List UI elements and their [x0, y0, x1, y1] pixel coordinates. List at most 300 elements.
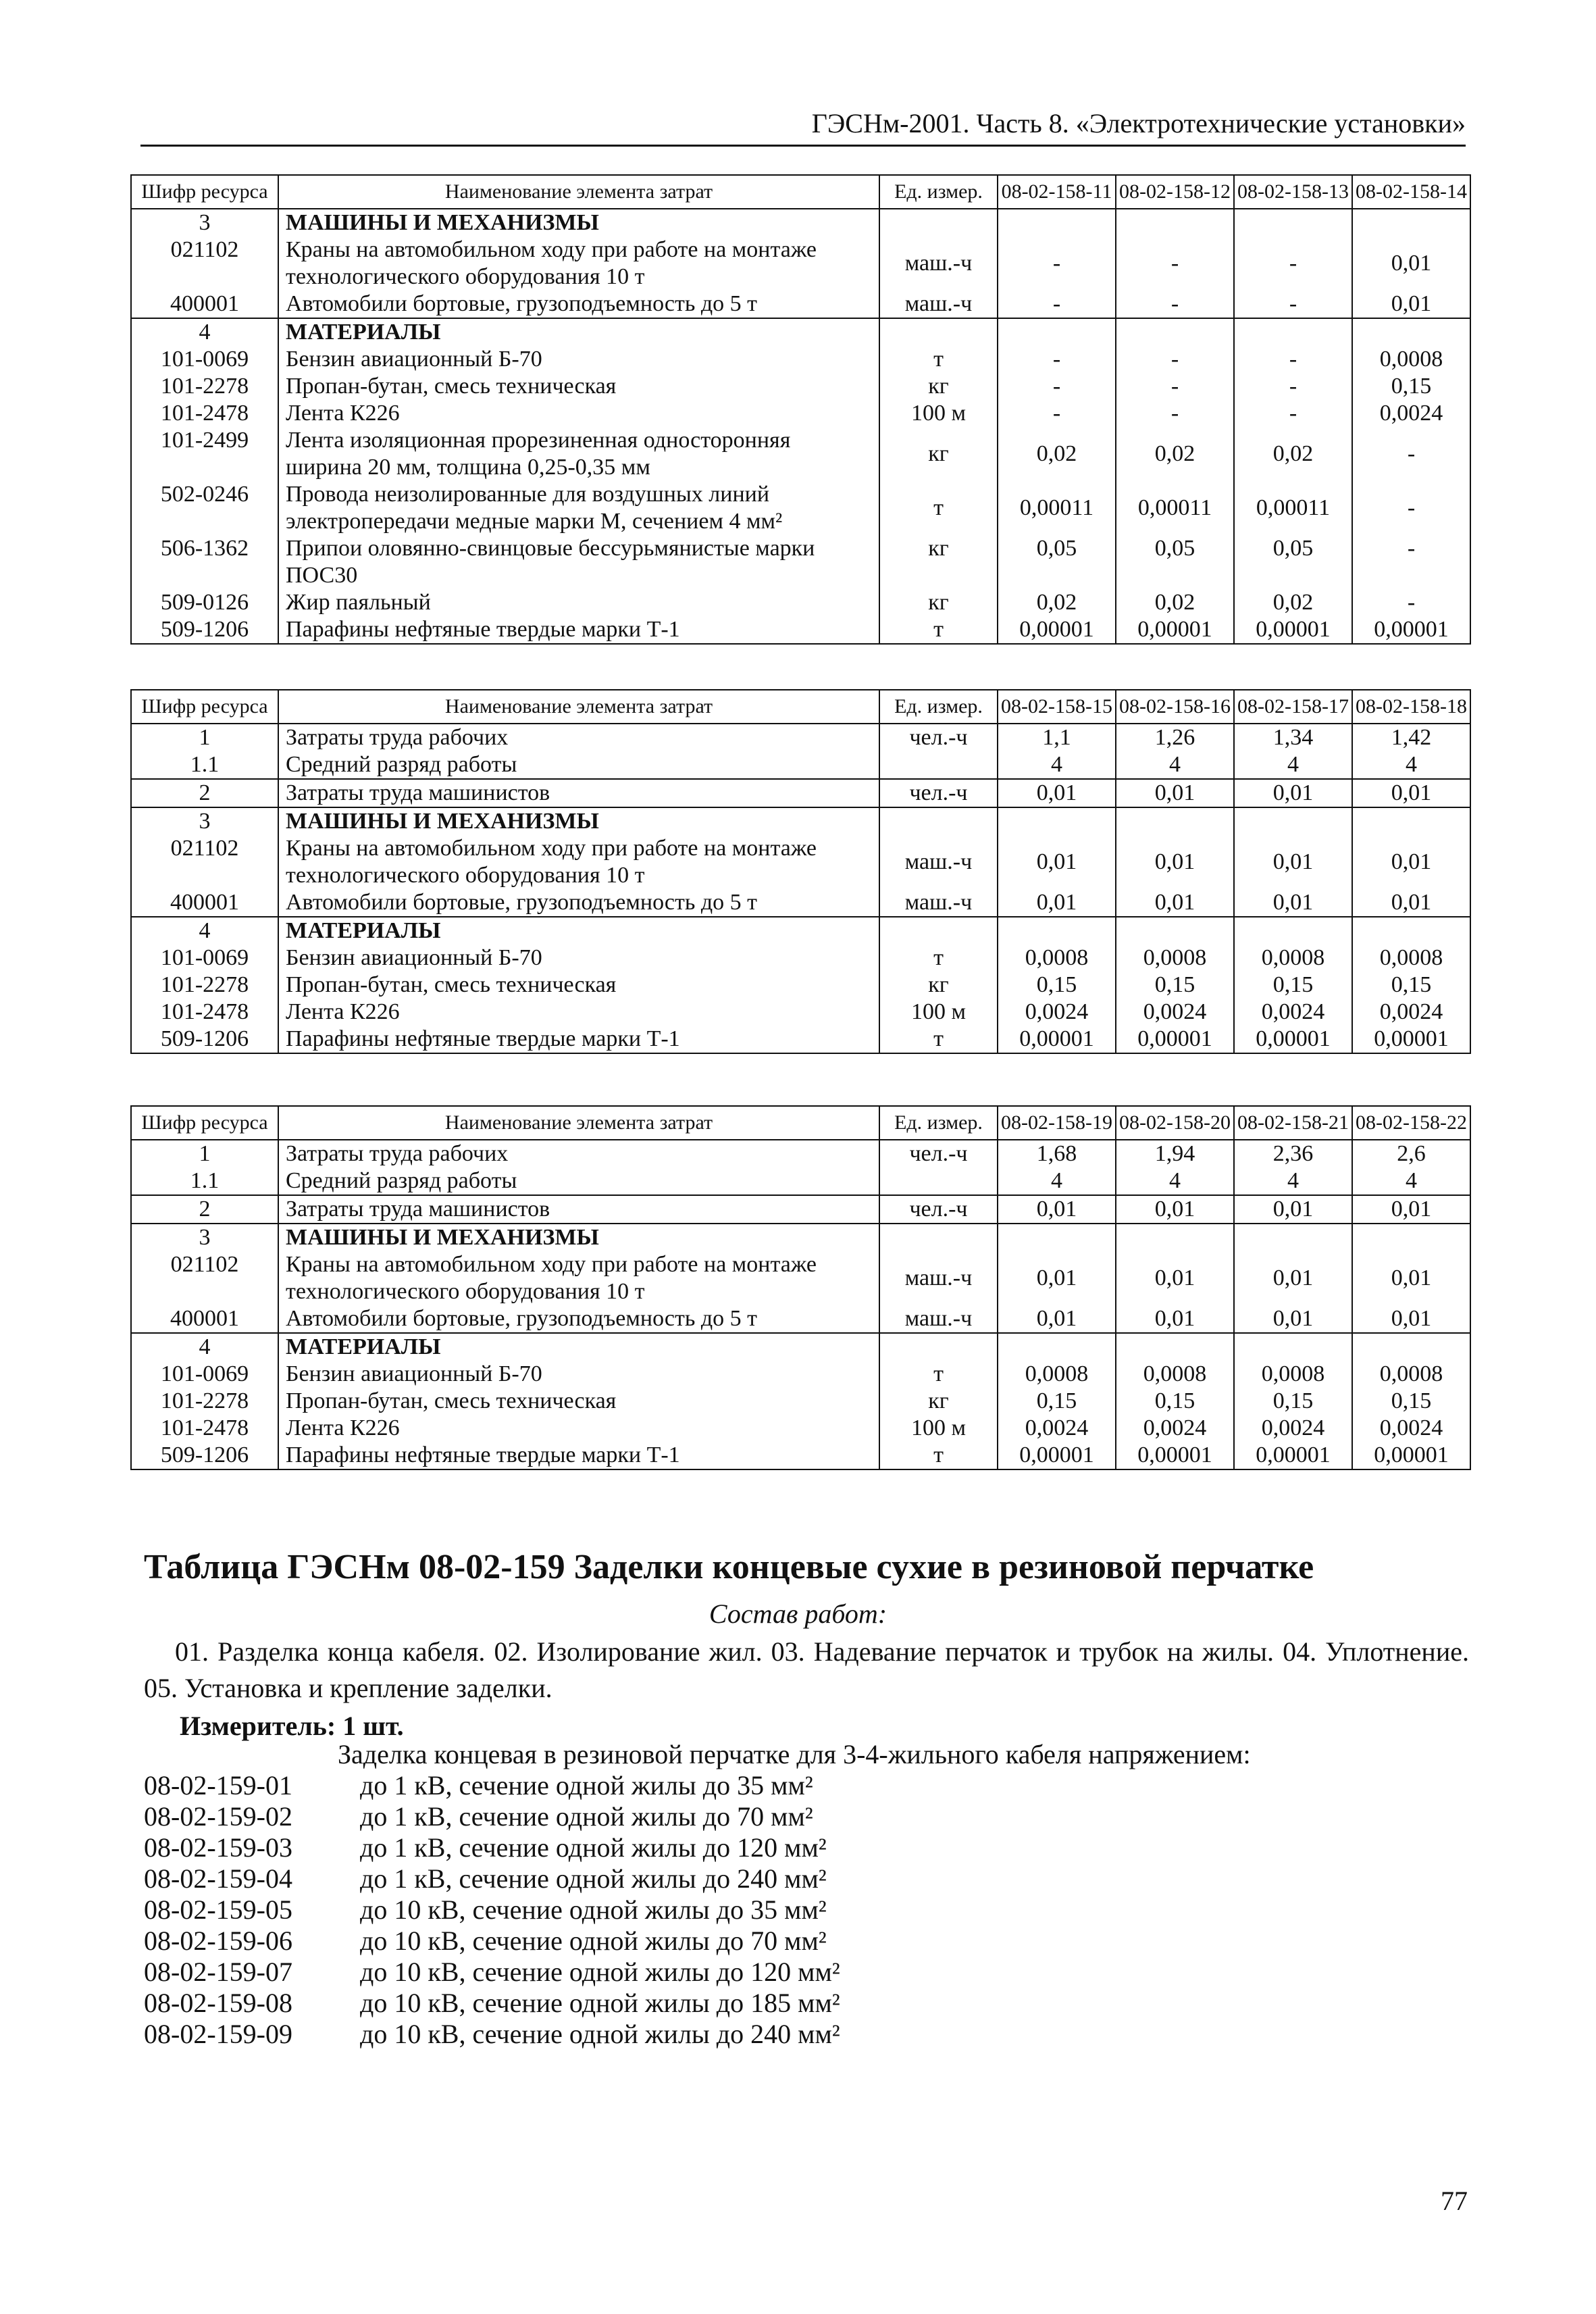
value-cell: - — [1116, 291, 1234, 318]
value-cell: 2,36 — [1234, 1140, 1352, 1167]
norm-items-list — [144, 1770, 840, 2050]
value-cell — [998, 917, 1116, 945]
resource-name: Краны на автомобильном ходу при работе на монтаже технологического оборудования 10 т — [278, 1251, 879, 1305]
table-header-row — [131, 1106, 1470, 1140]
works-subtitle: Состав работ: — [709, 1599, 887, 1629]
table-row — [131, 779, 1470, 807]
resource-code: 1.1 — [131, 1167, 278, 1195]
header-norm-code: 08-02-158-22 — [1352, 1106, 1470, 1140]
header-norm-code: 08-02-158-13 — [1234, 175, 1352, 209]
resource-name: Бензин авиационный Б-70 — [278, 945, 879, 972]
value-cell: 0,01 — [1352, 1305, 1470, 1333]
resource-code: 1 — [131, 1140, 278, 1167]
value-cell: 0,01 — [1352, 779, 1470, 807]
value-cell: 0,01 — [1352, 291, 1470, 318]
table-row — [131, 724, 1470, 751]
resource-code: 400001 — [131, 1305, 278, 1333]
norm-item — [144, 1801, 840, 1832]
norm-item-text: до 10 кВ, сечение одной жилы до 120 мм² — [360, 1957, 840, 1987]
unit-cell — [879, 1333, 998, 1361]
norm-item-code: 08-02-159-05 — [144, 1894, 292, 1925]
resource-name: Парафины нефтяные твердые марки Т-1 — [278, 616, 879, 644]
resource-name: Средний разряд работы — [278, 751, 879, 779]
resource-code: 101-0069 — [131, 945, 278, 972]
header-unit: Ед. измер. — [879, 690, 998, 724]
table-row — [131, 1251, 1470, 1305]
resource-name: Затраты труда машинистов — [278, 779, 879, 807]
resource-code: 101-2478 — [131, 400, 278, 427]
value-cell: 0,00001 — [998, 1442, 1116, 1469]
unit-cell — [879, 209, 998, 236]
value-cell: 0,01 — [1116, 779, 1234, 807]
unit-cell: кг — [879, 972, 998, 999]
resource-name: Затраты труда рабочих — [278, 1140, 879, 1167]
table-row — [131, 1361, 1470, 1388]
resource-code: 4 — [131, 1333, 278, 1361]
unit-cell: т — [879, 945, 998, 972]
resource-table-158-19-22 — [130, 1105, 1471, 1470]
table-row — [131, 1195, 1470, 1224]
value-cell: 0,0024 — [1234, 999, 1352, 1026]
value-cell — [1352, 1224, 1470, 1251]
value-cell — [1116, 917, 1234, 945]
value-cell: 0,00001 — [1352, 1442, 1470, 1469]
norm-item-code: 08-02-159-08 — [144, 1988, 292, 2018]
value-cell: 4 — [1116, 751, 1234, 779]
unit-cell: чел.-ч — [879, 724, 998, 751]
header-code: Шифр ресурса — [131, 690, 278, 724]
value-cell — [1116, 209, 1234, 236]
resource-code: 101-2499 — [131, 427, 278, 481]
value-cell: 0,0024 — [1352, 400, 1470, 427]
unit-cell: т — [879, 1361, 998, 1388]
value-cell: - — [1116, 236, 1234, 291]
table-row — [131, 535, 1470, 589]
unit-cell — [879, 318, 998, 346]
table-row — [131, 1167, 1470, 1195]
table-row — [131, 1442, 1470, 1469]
table-row — [131, 236, 1470, 291]
value-cell: 0,01 — [1116, 889, 1234, 917]
resource-name: Пропан-бутан, смесь техническая — [278, 1388, 879, 1415]
value-cell — [998, 1224, 1116, 1251]
value-cell — [1234, 1224, 1352, 1251]
resource-code: 502-0246 — [131, 481, 278, 535]
value-cell: 0,01 — [1352, 889, 1470, 917]
table-row — [131, 1026, 1470, 1053]
value-cell — [998, 807, 1116, 835]
resource-code: 400001 — [131, 889, 278, 917]
value-cell: 4 — [1352, 1167, 1470, 1195]
resource-name: Автомобили бортовые, грузоподъемность до 5 т — [278, 291, 879, 318]
header-norm-code: 08-02-158-14 — [1352, 175, 1470, 209]
norm-item-code: 08-02-159-04 — [144, 1863, 292, 1894]
table-row — [131, 400, 1470, 427]
resource-name: Пропан-бутан, смесь техническая — [278, 373, 879, 400]
value-cell: 4 — [1352, 751, 1470, 779]
value-cell: - — [998, 291, 1116, 318]
resource-code: 101-2278 — [131, 373, 278, 400]
norm-item — [144, 1957, 840, 1988]
unit-cell: кг — [879, 427, 998, 481]
norm-item-text: до 10 кВ, сечение одной жилы до 240 мм² — [360, 2019, 840, 2049]
resource-code: 509-0126 — [131, 589, 278, 616]
resource-table-158-11-14 — [130, 174, 1471, 645]
value-cell — [1352, 209, 1470, 236]
value-cell: 0,01 — [1116, 1195, 1234, 1224]
unit-cell: маш.-ч — [879, 236, 998, 291]
value-cell: - — [998, 346, 1116, 373]
norm-item-code: 08-02-159-03 — [144, 1832, 292, 1863]
norm-item-text: до 10 кВ, сечение одной жилы до 185 мм² — [360, 1988, 840, 2018]
norm-item-text: до 10 кВ, сечение одной жилы до 35 мм² — [360, 1894, 827, 1925]
table-row — [131, 346, 1470, 373]
value-cell: 0,15 — [1352, 1388, 1470, 1415]
value-cell: 0,00011 — [998, 481, 1116, 535]
value-cell — [1234, 917, 1352, 945]
section-title: МАТЕРИАЛЫ — [278, 1333, 879, 1361]
header-norm-code: 08-02-158-21 — [1234, 1106, 1352, 1140]
value-cell: 0,0024 — [1352, 999, 1470, 1026]
value-cell: 1,94 — [1116, 1140, 1234, 1167]
running-header: ГЭСНм-2001. Часть 8. «Электротехнические установки» — [140, 107, 1466, 147]
value-cell: - — [1234, 236, 1352, 291]
section-row — [131, 807, 1470, 835]
value-cell: 0,0008 — [1116, 1361, 1234, 1388]
value-cell: 0,00001 — [1116, 1442, 1234, 1469]
table-row — [131, 945, 1470, 972]
page-number: 77 — [1441, 2186, 1468, 2216]
value-cell: 0,01 — [1352, 236, 1470, 291]
header-unit: Ед. измер. — [879, 1106, 998, 1140]
value-cell: - — [1234, 346, 1352, 373]
value-cell: - — [1116, 373, 1234, 400]
table-row — [131, 835, 1470, 889]
unit-cell: кг — [879, 373, 998, 400]
norm-item-code: 08-02-159-01 — [144, 1770, 292, 1801]
value-cell: 0,00001 — [1352, 1026, 1470, 1053]
resource-name: Провода неизолированные для воздушных линий электропередачи медные марки М, сечением 4 мм² — [278, 481, 879, 535]
table-row — [131, 999, 1470, 1026]
value-cell: 1,1 — [998, 724, 1116, 751]
value-cell: - — [1352, 481, 1470, 535]
header-norm-code: 08-02-158-16 — [1116, 690, 1234, 724]
value-cell: 0,01 — [1352, 835, 1470, 889]
norm-item — [144, 1926, 840, 1957]
unit-cell: маш.-ч — [879, 1251, 998, 1305]
value-cell: 0,0024 — [998, 999, 1116, 1026]
value-cell: 0,0008 — [1116, 945, 1234, 972]
norm-item — [144, 1988, 840, 2019]
resource-code: 1.1 — [131, 751, 278, 779]
section-title: МАТЕРИАЛЫ — [278, 318, 879, 346]
unit-cell: чел.-ч — [879, 779, 998, 807]
table-159-title: Таблица ГЭСНм 08-02-159 Заделки концевые сухие в резиновой перчатке — [144, 1548, 1314, 1586]
resource-code: 400001 — [131, 291, 278, 318]
unit-cell — [879, 807, 998, 835]
measure-unit: Измеритель: 1 шт. — [180, 1711, 404, 1741]
works-description: 01. Разделка конца кабеля. 02. Изолирование жил. 03. Надевание перчаток и трубок на жилы. 04. Уплотнение. 05. Установка и крепление заделки. — [144, 1636, 1469, 1703]
value-cell: - — [1234, 400, 1352, 427]
value-cell: 0,15 — [1116, 1388, 1234, 1415]
unit-cell: маш.-ч — [879, 835, 998, 889]
value-cell: 0,00011 — [1116, 481, 1234, 535]
header-code: Шифр ресурса — [131, 1106, 278, 1140]
resource-code: 101-2478 — [131, 999, 278, 1026]
value-cell: - — [1116, 346, 1234, 373]
table-header-row — [131, 175, 1470, 209]
value-cell: 4 — [1234, 1167, 1352, 1195]
unit-cell — [879, 1167, 998, 1195]
value-cell: 0,0008 — [1234, 945, 1352, 972]
value-cell: 0,01 — [1234, 779, 1352, 807]
header-name: Наименование элемента затрат — [278, 690, 879, 724]
unit-cell: т — [879, 1442, 998, 1469]
value-cell: 0,0008 — [1352, 346, 1470, 373]
norm-item-text: до 1 кВ, сечение одной жилы до 240 мм² — [360, 1863, 827, 1894]
value-cell — [998, 1333, 1116, 1361]
value-cell: 0,02 — [998, 589, 1116, 616]
norm-item — [144, 1770, 840, 1801]
unit-cell — [879, 751, 998, 779]
value-cell: 4 — [998, 751, 1116, 779]
unit-cell: т — [879, 481, 998, 535]
section-row — [131, 1224, 1470, 1251]
value-cell: 0,01 — [1234, 1305, 1352, 1333]
resource-name: Затраты труда рабочих — [278, 724, 879, 751]
resource-name: Лента К226 — [278, 1415, 879, 1442]
resource-code: 101-0069 — [131, 346, 278, 373]
resource-name: Припои оловянно-свинцовые бессурьмянистые марки ПОС30 — [278, 535, 879, 589]
value-cell: 4 — [998, 1167, 1116, 1195]
value-cell: 0,15 — [1116, 972, 1234, 999]
resource-code: 509-1206 — [131, 1442, 278, 1469]
unit-cell: маш.-ч — [879, 291, 998, 318]
resource-code: 4 — [131, 318, 278, 346]
value-cell: 0,02 — [1116, 589, 1234, 616]
header-norm-code: 08-02-158-17 — [1234, 690, 1352, 724]
value-cell — [998, 318, 1116, 346]
unit-cell: кг — [879, 535, 998, 589]
table-row — [131, 427, 1470, 481]
value-cell: 0,15 — [1352, 373, 1470, 400]
value-cell: 0,01 — [998, 1251, 1116, 1305]
unit-cell: чел.-ч — [879, 1140, 998, 1167]
value-cell: 0,0024 — [1116, 1415, 1234, 1442]
unit-cell: 100 м — [879, 999, 998, 1026]
value-cell: 1,26 — [1116, 724, 1234, 751]
value-cell: 1,34 — [1234, 724, 1352, 751]
value-cell: 0,01 — [1352, 1251, 1470, 1305]
resource-table-158-15-18 — [130, 689, 1471, 1054]
value-cell: 0,0024 — [1116, 999, 1234, 1026]
resource-code: 4 — [131, 917, 278, 945]
value-cell: - — [1352, 427, 1470, 481]
value-cell — [998, 209, 1116, 236]
resource-code: 3 — [131, 1224, 278, 1251]
table-row — [131, 889, 1470, 917]
value-cell: 0,15 — [998, 972, 1116, 999]
norm-item — [144, 1832, 840, 1863]
value-cell: 0,01 — [998, 779, 1116, 807]
header-code: Шифр ресурса — [131, 175, 278, 209]
resource-name: Бензин авиационный Б-70 — [278, 346, 879, 373]
norm-item — [144, 2019, 840, 2050]
value-cell: 0,0008 — [1234, 1361, 1352, 1388]
value-cell — [1352, 1333, 1470, 1361]
value-cell: 0,02 — [998, 427, 1116, 481]
value-cell: 0,0008 — [1352, 1361, 1470, 1388]
header-name: Наименование элемента затрат — [278, 1106, 879, 1140]
resource-name: Средний разряд работы — [278, 1167, 879, 1195]
norm-item-code: 08-02-159-09 — [144, 2019, 292, 2049]
resource-code: 101-2278 — [131, 972, 278, 999]
unit-cell: 100 м — [879, 400, 998, 427]
norm-item-code: 08-02-159-02 — [144, 1801, 292, 1832]
header-norm-code: 08-02-158-11 — [998, 175, 1116, 209]
table-row — [131, 1415, 1470, 1442]
resource-code: 3 — [131, 209, 278, 236]
value-cell — [1234, 209, 1352, 236]
value-cell: 0,05 — [1116, 535, 1234, 589]
resource-code: 101-2478 — [131, 1415, 278, 1442]
value-cell — [1116, 318, 1234, 346]
value-cell: - — [998, 236, 1116, 291]
value-cell — [1234, 1333, 1352, 1361]
unit-cell: чел.-ч — [879, 1195, 998, 1224]
table-row — [131, 751, 1470, 779]
norm-item-text: до 1 кВ, сечение одной жилы до 120 мм² — [360, 1832, 827, 1863]
value-cell: 0,01 — [1234, 1251, 1352, 1305]
value-cell — [1352, 917, 1470, 945]
section-row — [131, 318, 1470, 346]
unit-cell: кг — [879, 589, 998, 616]
resource-name: Лента изоляционная прорезиненная односторонняя ширина 20 мм, толщина 0,25-0,35 мм — [278, 427, 879, 481]
resource-name: Автомобили бортовые, грузоподъемность до 5 т — [278, 1305, 879, 1333]
value-cell: 0,0024 — [1234, 1415, 1352, 1442]
value-cell: 0,01 — [1352, 1195, 1470, 1224]
value-cell: 0,00001 — [1116, 616, 1234, 644]
header-norm-code: 08-02-158-18 — [1352, 690, 1470, 724]
value-cell: 0,0024 — [1352, 1415, 1470, 1442]
unit-cell — [879, 917, 998, 945]
unit-cell — [879, 1224, 998, 1251]
items-intro: Заделка концевая в резиновой перчатке для 3-4-жильного кабеля напряжением: — [338, 1739, 1251, 1769]
value-cell: 0,0024 — [998, 1415, 1116, 1442]
value-cell: - — [1352, 535, 1470, 589]
header-name: Наименование элемента затрат — [278, 175, 879, 209]
value-cell: 0,02 — [1234, 427, 1352, 481]
value-cell: - — [1116, 400, 1234, 427]
resource-name: Краны на автомобильном ходу при работе на монтаже технологического оборудования 10 т — [278, 835, 879, 889]
value-cell: - — [1234, 291, 1352, 318]
value-cell: - — [1352, 589, 1470, 616]
value-cell: 0,01 — [1234, 889, 1352, 917]
resource-code: 509-1206 — [131, 1026, 278, 1053]
resource-name: Парафины нефтяные твердые марки Т-1 — [278, 1026, 879, 1053]
value-cell: - — [998, 373, 1116, 400]
unit-cell: т — [879, 1026, 998, 1053]
resource-code: 021102 — [131, 236, 278, 291]
table-row — [131, 616, 1470, 644]
resource-code: 021102 — [131, 835, 278, 889]
value-cell: 0,02 — [1234, 589, 1352, 616]
value-cell: 0,00001 — [1116, 1026, 1234, 1053]
table-row — [131, 972, 1470, 999]
resource-code: 509-1206 — [131, 616, 278, 644]
value-cell: 0,02 — [1116, 427, 1234, 481]
header-norm-code: 08-02-158-12 — [1116, 175, 1234, 209]
value-cell: 1,42 — [1352, 724, 1470, 751]
value-cell: 2,6 — [1352, 1140, 1470, 1167]
value-cell — [1352, 807, 1470, 835]
value-cell: 0,15 — [998, 1388, 1116, 1415]
value-cell: 0,15 — [1352, 972, 1470, 999]
resource-name: Автомобили бортовые, грузоподъемность до 5 т — [278, 889, 879, 917]
unit-cell: маш.-ч — [879, 889, 998, 917]
table-header-row — [131, 690, 1470, 724]
value-cell — [1116, 1333, 1234, 1361]
table-row — [131, 1305, 1470, 1333]
value-cell: 0,01 — [1234, 835, 1352, 889]
resource-name: Лента К226 — [278, 400, 879, 427]
table-row — [131, 1140, 1470, 1167]
resource-code: 1 — [131, 724, 278, 751]
resource-name: Пропан-бутан, смесь техническая — [278, 972, 879, 999]
value-cell: - — [1234, 373, 1352, 400]
section-title: МАШИНЫ И МЕХАНИЗМЫ — [278, 807, 879, 835]
resource-name: Парафины нефтяные твердые марки Т-1 — [278, 1442, 879, 1469]
value-cell: 0,01 — [998, 1195, 1116, 1224]
value-cell: 0,15 — [1234, 1388, 1352, 1415]
resource-name: Краны на автомобильном ходу при работе на монтаже технологического оборудования 10 т — [278, 236, 879, 291]
value-cell: 0,05 — [1234, 535, 1352, 589]
unit-cell: т — [879, 346, 998, 373]
value-cell — [1234, 807, 1352, 835]
value-cell: 0,00001 — [1234, 1442, 1352, 1469]
header-norm-code: 08-02-158-19 — [998, 1106, 1116, 1140]
value-cell: 0,01 — [1116, 835, 1234, 889]
value-cell: 0,00011 — [1234, 481, 1352, 535]
table-row — [131, 481, 1470, 535]
value-cell: 0,01 — [998, 835, 1116, 889]
value-cell: 0,01 — [998, 889, 1116, 917]
value-cell: 4 — [1116, 1167, 1234, 1195]
value-cell: 0,0008 — [998, 945, 1116, 972]
section-title: МАШИНЫ И МЕХАНИЗМЫ — [278, 209, 879, 236]
unit-cell: кг — [879, 1388, 998, 1415]
value-cell — [1234, 318, 1352, 346]
value-cell: 0,00001 — [1352, 616, 1470, 644]
value-cell: 0,00001 — [1234, 616, 1352, 644]
resource-code: 101-0069 — [131, 1361, 278, 1388]
header-unit: Ед. измер. — [879, 175, 998, 209]
resource-code: 506-1362 — [131, 535, 278, 589]
resource-code: 021102 — [131, 1251, 278, 1305]
header-norm-code: 08-02-158-15 — [998, 690, 1116, 724]
table-row — [131, 589, 1470, 616]
norm-item — [144, 1863, 840, 1894]
norm-item-code: 08-02-159-06 — [144, 1926, 292, 1956]
resource-code: 2 — [131, 1195, 278, 1224]
unit-cell: 100 м — [879, 1415, 998, 1442]
resource-code: 3 — [131, 807, 278, 835]
norm-item-text: до 10 кВ, сечение одной жилы до 70 мм² — [360, 1926, 827, 1956]
section-title: МАШИНЫ И МЕХАНИЗМЫ — [278, 1224, 879, 1251]
unit-cell: т — [879, 616, 998, 644]
resource-code: 2 — [131, 779, 278, 807]
value-cell: 1,68 — [998, 1140, 1116, 1167]
